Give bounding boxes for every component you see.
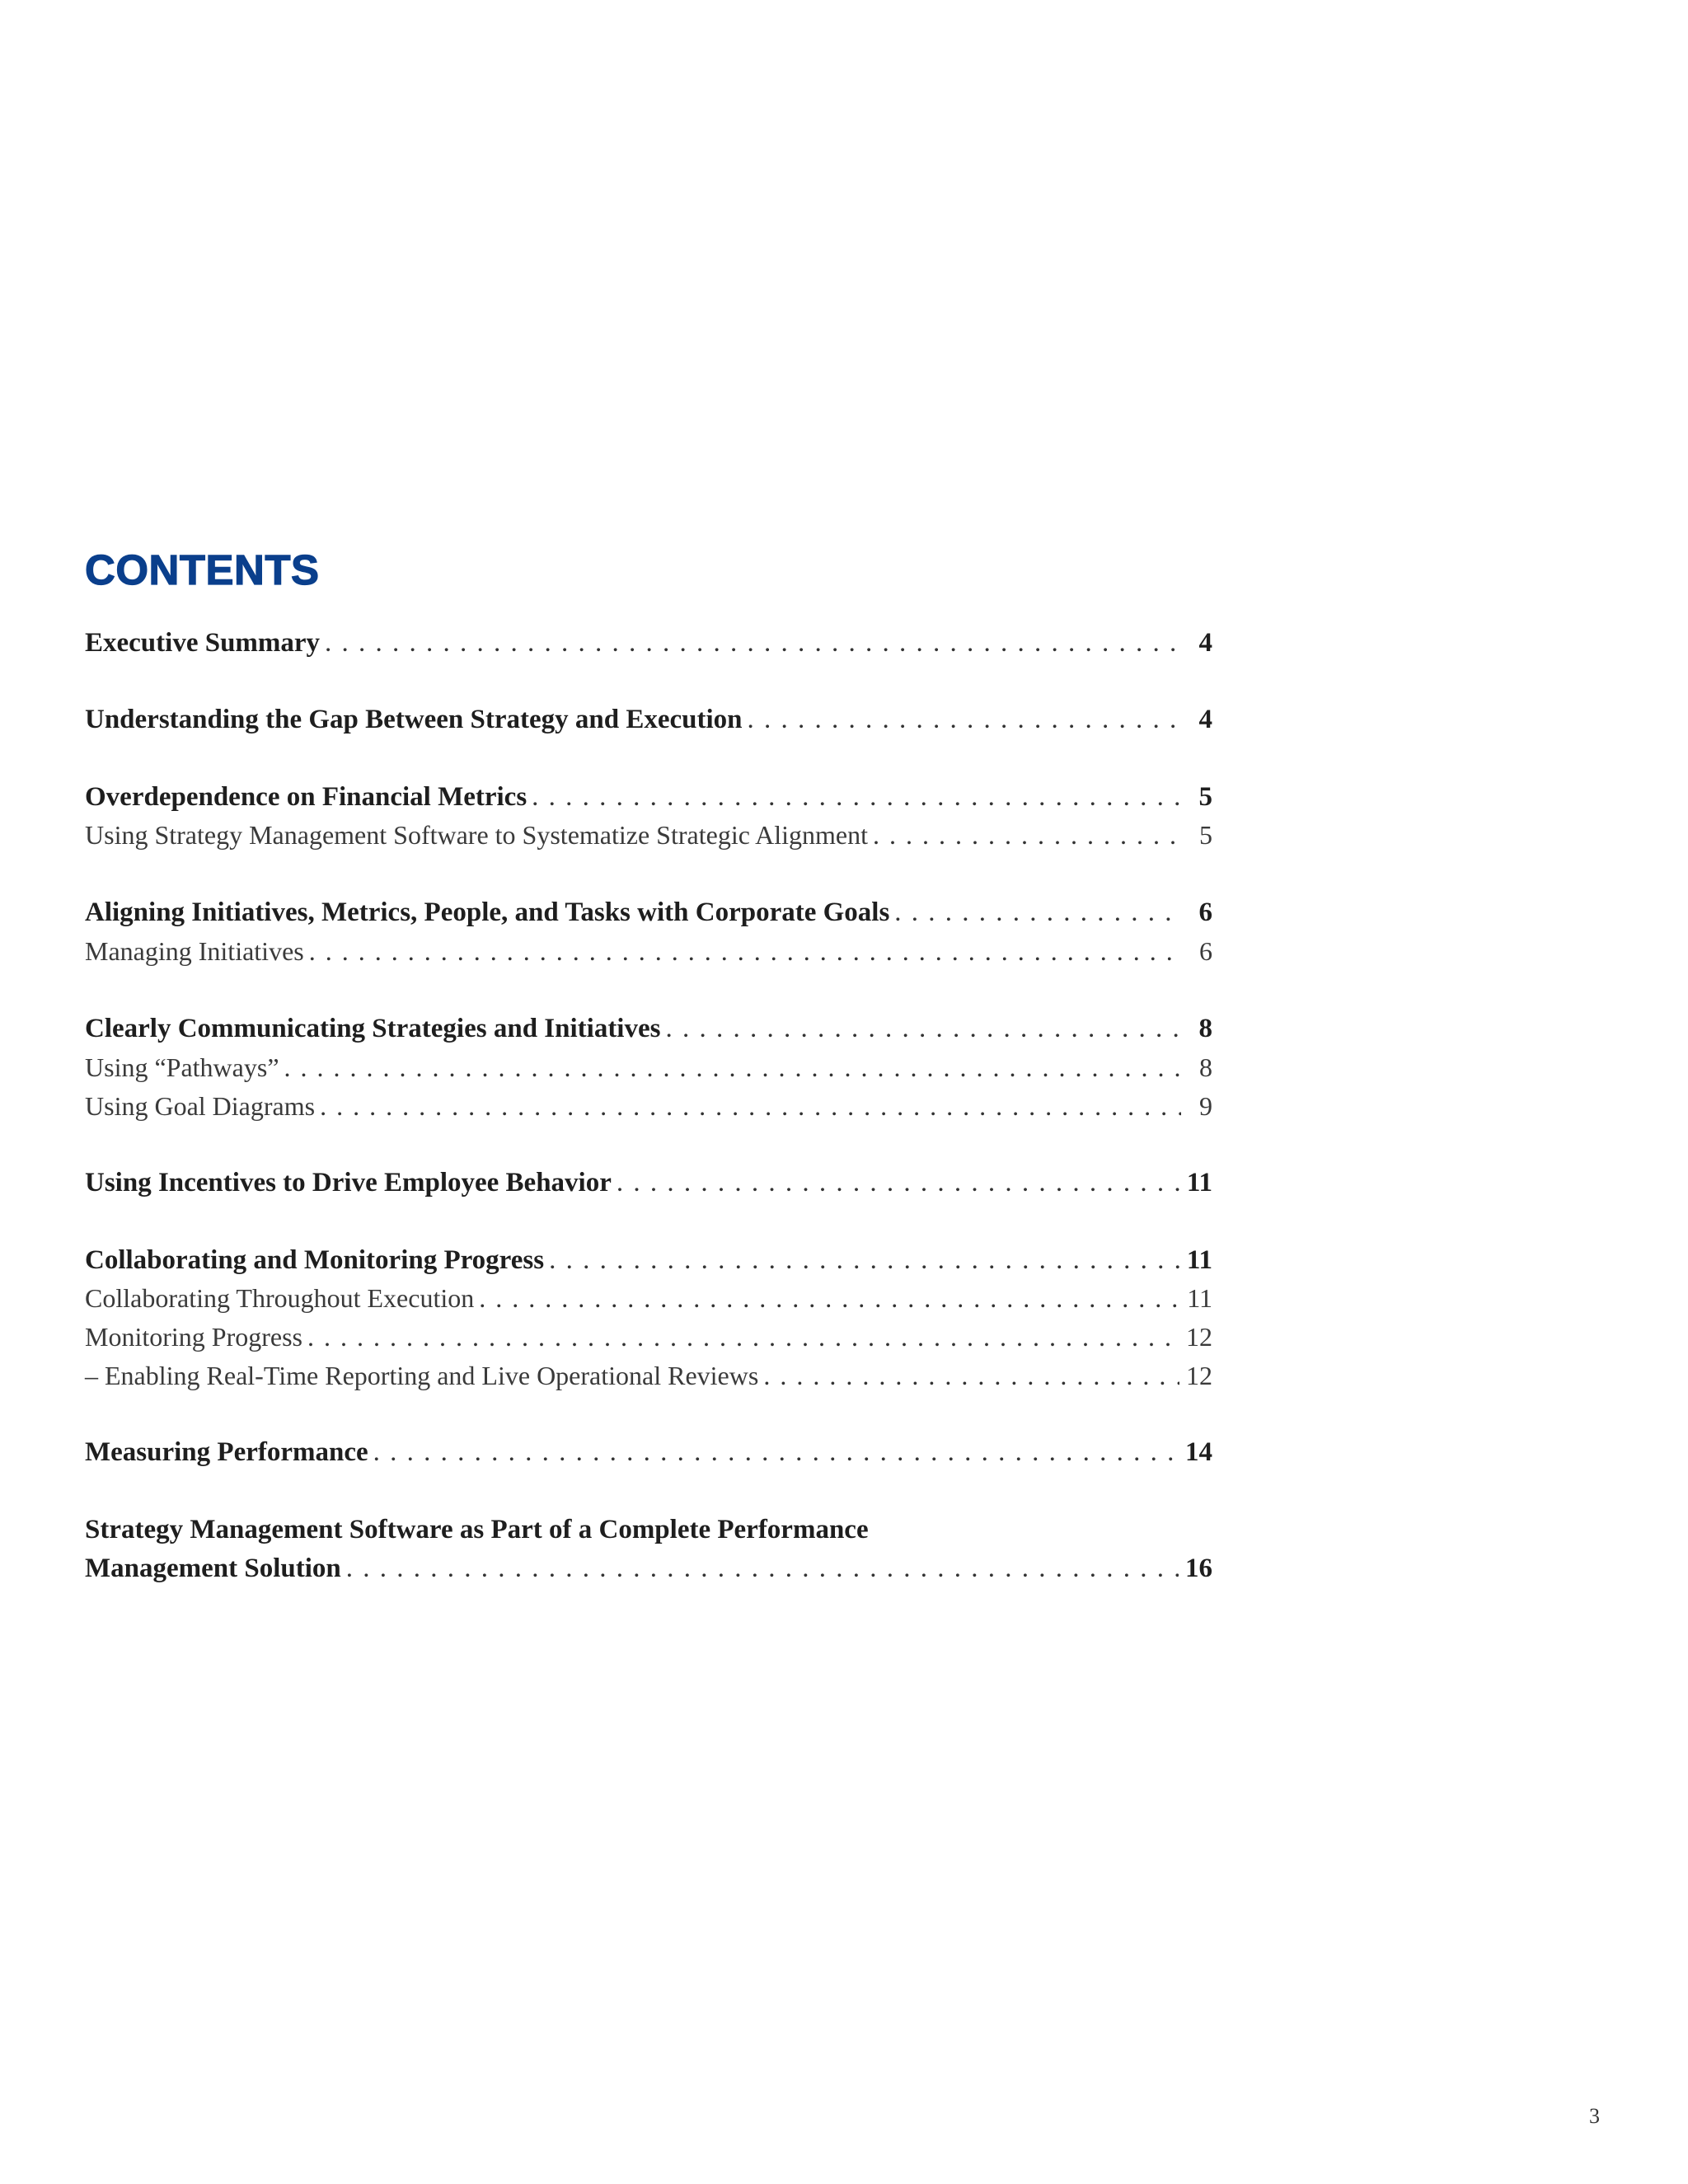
toc-entry[interactable] (85, 625, 1212, 661)
toc-entry-title: Clearly Communicating Strategies and Initiatives (85, 1014, 661, 1043)
toc-subentry[interactable] (85, 1280, 1212, 1316)
toc-subentry[interactable] (85, 1049, 1212, 1085)
contents-heading: CONTENTS (85, 546, 320, 593)
dot-leader (307, 1319, 1179, 1355)
dot-leader (748, 701, 1181, 738)
toc-entry[interactable] (85, 894, 1212, 930)
toc-entry-page: 4 (1198, 628, 1212, 658)
toc-entry-title: Understanding the Gap Between Strategy and Execution (85, 705, 743, 734)
toc-entry[interactable] (85, 779, 1212, 815)
toc-entry-line-2[interactable] (85, 1550, 1212, 1586)
toc-entry-title: Measuring Performance (85, 1437, 368, 1467)
toc-entry[interactable] (85, 1434, 1212, 1470)
dot-leader (284, 1049, 1181, 1085)
toc-entry-title: Overdependence on Financial Metrics (85, 782, 528, 812)
toc-entry[interactable] (85, 1165, 1212, 1201)
toc-entry-page: 11 (1187, 1283, 1212, 1313)
toc-subentry[interactable] (85, 1319, 1212, 1355)
toc-entry-title: Management Solution (85, 1554, 341, 1583)
dot-leader (894, 894, 1181, 930)
toc-entry-page: 12 (1186, 1361, 1212, 1390)
toc-entry-title: Executive Summary (85, 628, 321, 658)
toc-entry-page: 14 (1185, 1437, 1212, 1467)
toc-subentry[interactable] (85, 1357, 1212, 1394)
toc-entry-title: Collaborating and Monitoring Progress (85, 1245, 545, 1275)
dot-leader (373, 1434, 1179, 1470)
toc-entry-page: 6 (1199, 936, 1212, 966)
toc-subentry[interactable] (85, 1088, 1212, 1124)
toc-entry-title: Managing Initiatives (85, 936, 304, 966)
page-number: 3 (1589, 2104, 1600, 2128)
toc-entry[interactable] (85, 1242, 1212, 1278)
toc-entry-page: 6 (1198, 898, 1212, 927)
dot-leader (763, 1357, 1179, 1394)
toc-entry[interactable] (85, 1010, 1212, 1047)
toc-entry-page: 16 (1185, 1554, 1212, 1583)
toc-entry[interactable] (85, 701, 1212, 738)
toc-entry-page: 8 (1198, 1014, 1212, 1043)
dot-leader (549, 1242, 1180, 1278)
dot-leader (320, 1088, 1181, 1124)
toc-entry-title: Using Incentives to Drive Employee Behavior (85, 1168, 612, 1197)
dot-leader (346, 1550, 1179, 1586)
dot-leader (479, 1280, 1180, 1316)
toc-entry-page: 11 (1186, 1168, 1212, 1197)
toc-entry-page: 5 (1199, 820, 1212, 850)
dot-leader (873, 817, 1181, 853)
dot-leader (532, 779, 1181, 815)
toc-entry-title: Using Goal Diagrams (85, 1091, 316, 1121)
dot-leader (617, 1165, 1180, 1201)
toc-subentry[interactable] (85, 933, 1212, 969)
toc-entry-page: 12 (1186, 1322, 1212, 1352)
dot-leader (665, 1010, 1181, 1047)
toc-entry-page: 8 (1199, 1052, 1212, 1082)
toc-entry-page: 11 (1186, 1245, 1212, 1275)
dot-leader (325, 625, 1181, 661)
toc-entry-title: – Enabling Real-Time Reporting and Live Operational Reviews (85, 1361, 759, 1390)
toc-subentry[interactable] (85, 817, 1212, 853)
toc-entry-title: Collaborating Throughout Execution (85, 1283, 475, 1313)
toc-entry-title: Monitoring Progress (85, 1322, 302, 1352)
toc-entry-title: Aligning Initiatives, Metrics, People, and Tasks with Corporate Goals (85, 898, 890, 927)
toc-entry-title: Using “Pathways” (85, 1052, 279, 1082)
dot-leader (309, 933, 1181, 969)
toc-entry-line-1[interactable] (85, 1511, 1212, 1548)
toc-entry-page: 9 (1199, 1091, 1212, 1121)
toc-entry-title: Using Strategy Management Software to Systematize Strategic Alignment (85, 820, 869, 850)
toc-entry-page: 5 (1198, 782, 1212, 812)
toc-entry-title: Strategy Management Software as Part of a Complete Performance (85, 1515, 869, 1544)
toc-entry-page: 4 (1198, 705, 1212, 734)
